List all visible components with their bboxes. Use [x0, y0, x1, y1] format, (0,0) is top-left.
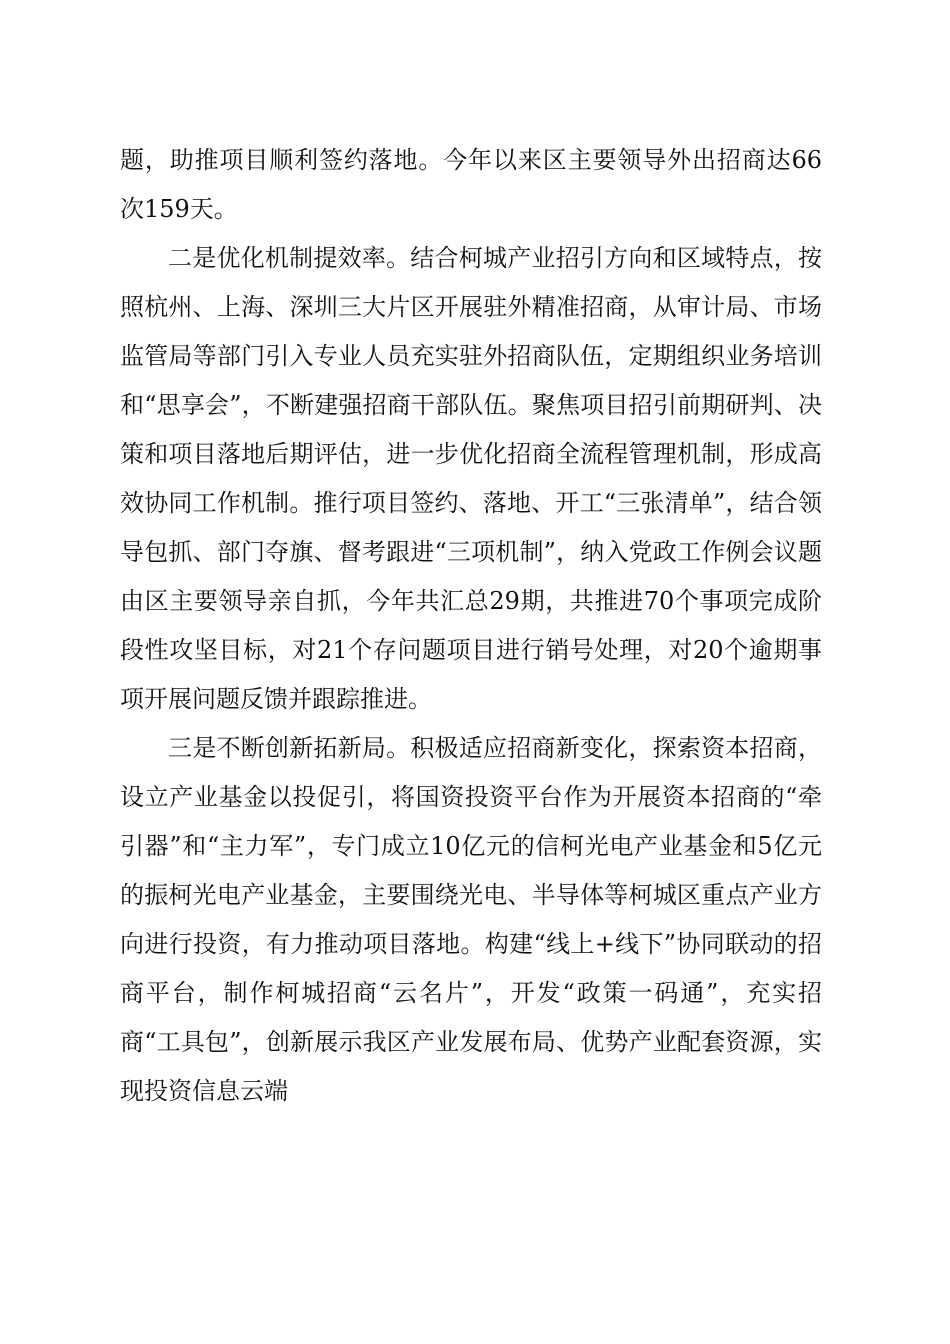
- paragraph-optimize-mechanism: 二是优化机制提效率。结合柯城产业招引方向和区域特点，按照杭州、上海、深圳三大片区开展驻外精准招商，从审计局、市场监管局等部门引入专业人员充实驻外招商队伍，定期组织业务培训和“思享会”，不断建强招商干部队伍。聚焦项目招引前期研判、决策和项目落地后期评估，进一步优化招商全流程管理机制，形成高效协同工作机制。推行项目签约、落地、开工“三张清单”，结合领导包抓、部门夺旗、督考跟进“三项机制”，纳入党政工作例会议题由区主要领导亲自抓，今年共汇总29期，共推进70个事项完成阶段性攻坚目标，对21个存问题项目进行销号处理，对20个逾期事项开展问题反馈并跟踪推进。: [120, 244, 822, 713]
- paragraph-innovation: 三是不断创新拓新局。积极适应招商新变化，探索资本招商，设立产业基金以投促引，将国资投资平台作为开展资本招商的“牵引器”和“主力军”，专门成立10亿元的信柯光电产业基金和5亿元的振柯光电产业基金，主要围绕光电、半导体等柯城区重点产业方向进行投资，有力推动项目落地。构建“线上+线下”协同联动的招商平台，制作柯城招商“云名片”，开发“政策一码通”，充实招商“工具包”，创新展示我区产业发展布局、优势产业配套资源，实现投资信息云端: [120, 734, 822, 1105]
- document-body: [120, 136, 822, 1116]
- paragraph-continuation: 题，助推项目顺利签约落地。今年以来区主要领导外出招商达66次159天。: [120, 146, 822, 223]
